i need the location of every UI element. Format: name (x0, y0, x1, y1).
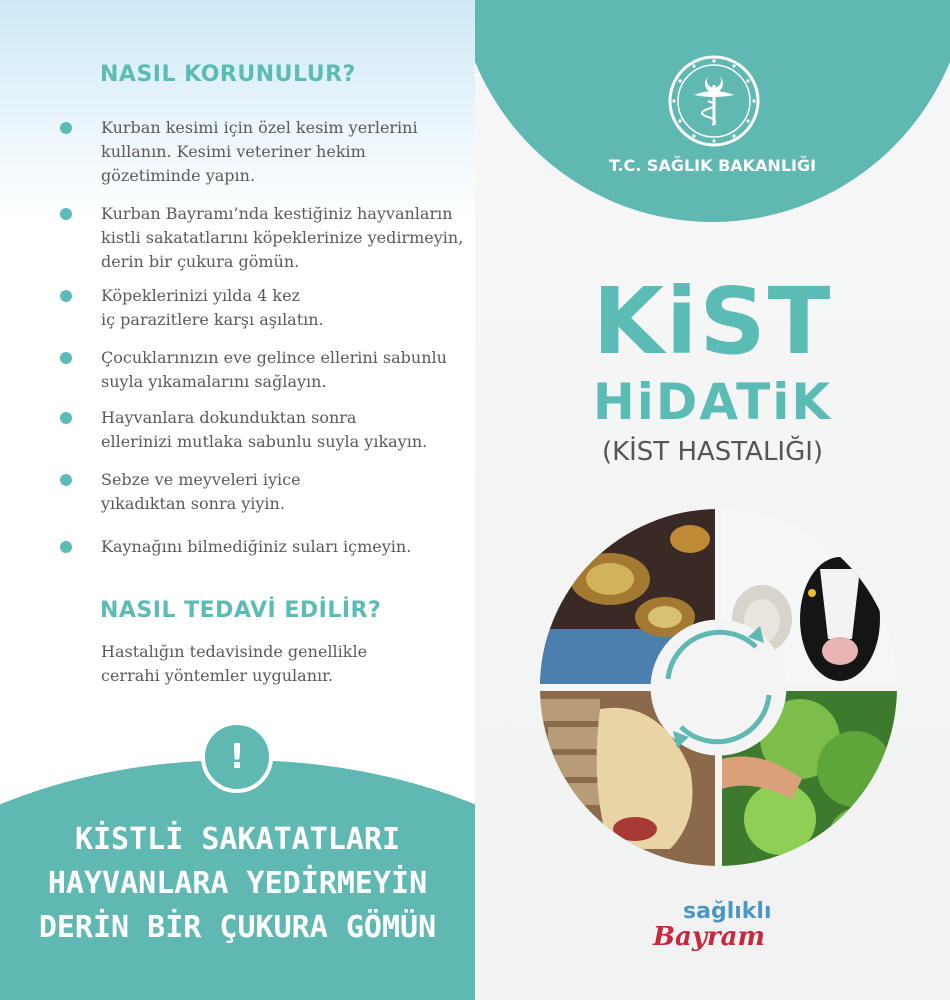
bullet-dot-icon (60, 541, 72, 553)
list-item (60, 346, 471, 394)
logo-bayram: Bayram (653, 922, 765, 952)
list-item (60, 116, 471, 188)
list-item-text: Kurban kesimi için özel kesim yerlerini kullanın. Kesimi veteriner hekim gözetiminde yapın. (101, 118, 418, 185)
list-item-text: Sebze ve meyveleri iyice yıkadıktan sonra yiyin. (101, 470, 301, 513)
bullet-dot-icon (60, 208, 72, 220)
warning-icon (201, 721, 273, 793)
title-kist: KiST (592, 268, 833, 375)
title-hidatik: HiDATiK (592, 373, 833, 431)
ministry-seal-icon (668, 55, 760, 147)
bullet-dot-icon (60, 412, 72, 424)
list-item (60, 284, 471, 332)
list-item (60, 468, 471, 516)
list-item-text: Kaynağını bilmediğiniz suları içmeyin. (101, 537, 412, 556)
list-item-text: Köpeklerinizi yılda 4 kez iç parazitlere karşı aşılatın. (101, 286, 324, 329)
bullet-dot-icon (60, 290, 72, 302)
warning-text: KİSTLİ SAKATATLARI HAYVANLARA YEDİRMEYİN DERİN BİR ÇUKURA GÖMÜN (38, 822, 437, 945)
warning-symbol: ! (229, 737, 245, 777)
list-item-text: Çocuklarınızın eve gelince ellerini sabunlu suyla yıkamalarını sağlayın. (101, 348, 447, 391)
list-item (60, 535, 471, 559)
right-panel (475, 0, 950, 1000)
bullet-dot-icon (60, 474, 72, 486)
disease-cycle-image (540, 509, 897, 866)
protect-title: NASIL KORUNULUR? (100, 62, 356, 87)
bullet-dot-icon (60, 352, 72, 364)
treatment-text: Hastalığın tedavisinde genellikle cerrahi yöntemler uygulanır. (101, 642, 368, 685)
list-item (60, 406, 471, 454)
cycle-arrows-icon (651, 620, 787, 756)
bullet-dot-icon (60, 122, 72, 134)
list-item-text: Hayvanlara dokunduktan sonra ellerinizi mutlaka sabunlu suyla yıkayın. (101, 408, 428, 451)
list-item (60, 202, 471, 274)
ministry-name: T.C. SAĞLIK BAKANLIĞI (608, 156, 817, 175)
list-item-text: Kurban Bayramı’nda kestiğiniz hayvanların kistli sakatatlarını köpeklerinize yedirmeyin, derin bir çukura gömün. (101, 204, 464, 271)
logo-saglikli: sağlıklı (683, 899, 772, 924)
treatment-title: NASIL TEDAVİ EDİLİR? (100, 598, 382, 623)
title-subtitle: (KİST HASTALIĞI) (601, 437, 824, 467)
